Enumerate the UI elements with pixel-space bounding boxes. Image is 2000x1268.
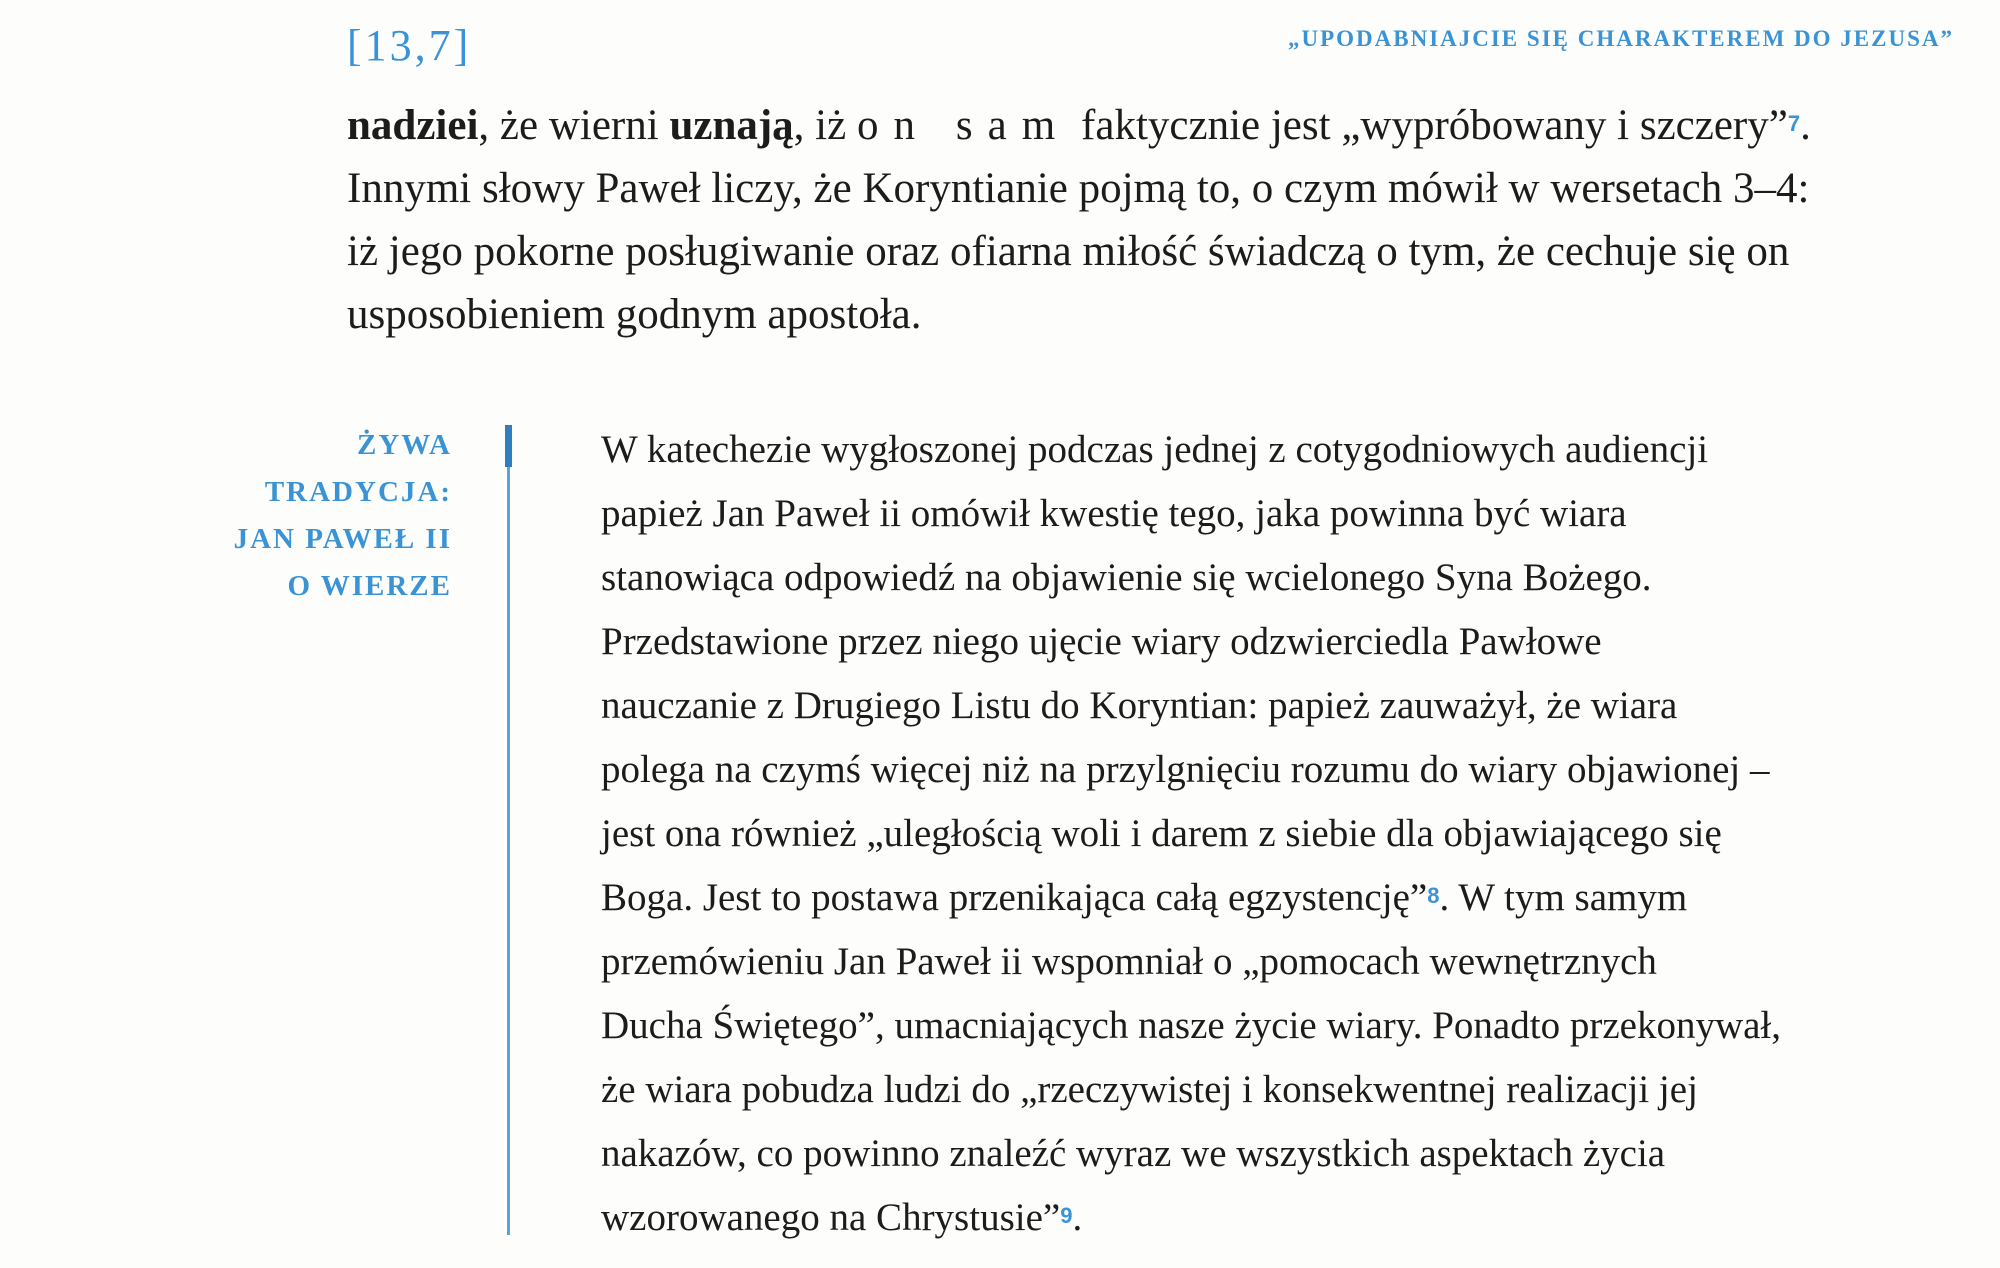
box-line-8-text-a: Boga. Jest to postawa przenikająca całą egzystencję” [601, 876, 1428, 919]
box-line-with-footnote-8 [601, 866, 1961, 930]
box-line: nakazów, co powinno znaleźć wyraz we wszystkich aspektach życia [601, 1132, 1666, 1175]
sidebar-heading-line: ŻYWA [356, 429, 452, 461]
box-line: przemówieniu Jan Paweł ii wspomniał o „pomocach wewnętrznych [601, 940, 1657, 983]
sidebar-rule [507, 425, 510, 1235]
running-title: „UPODABNIAJCIE SIĘ CHARAKTEREM DO JEZUSA” [1287, 26, 1954, 51]
footnote-7[interactable]: 7 [1787, 111, 1801, 136]
main-line-1-end: . [1800, 102, 1811, 149]
bold-word-nadziei: nadziei [347, 102, 479, 149]
main-line-1 [347, 94, 1967, 157]
box-line: nauczanie z Drugiego Listu do Koryntian: papież zauważył, że wiara [601, 684, 1678, 727]
sidebar-heading-line: JAN PAWEŁ II [233, 523, 452, 555]
sidebar-heading-line: TRADYCJA: [264, 476, 452, 508]
spaced-emphasis: on sam [856, 102, 1071, 149]
box-last-line-text-a: wzorowanego na Chrystusie” [601, 1196, 1061, 1239]
box-line: że wiara pobudza ludzi do „rzeczywistej i konsekwentnej realizacji jej [601, 1068, 1698, 1111]
box-last-line-text-b: . [1072, 1196, 1083, 1239]
main-paragraph [347, 94, 1967, 346]
box-line-with-footnote-9 [601, 1186, 1961, 1250]
main-line-1-text-b: , iż [793, 102, 857, 149]
box-line: Przedstawione przez niego ujęcie wiary odzwierciedla Pawłowe [601, 620, 1602, 663]
box-line: stanowiąca odpowiedź na objawienie się wcielonego Syna Bożego. [601, 556, 1652, 599]
sidebar-rule-marker [505, 425, 512, 467]
sidebar-heading [190, 422, 452, 610]
box-line: W katechezie wygłoszonej podczas jednej z cotygodniowych audiencji [601, 428, 1709, 471]
box-line-8-text-b: . W tym samym [1439, 876, 1688, 919]
verse-reference: [13,7] [347, 21, 472, 70]
main-line-1-text-a: , że wierni [478, 102, 670, 149]
box-line: jest ona również „uległością woli i darem z siebie dla objawiającego się [601, 812, 1722, 855]
sidebar-heading-line: O WIERZE [287, 570, 452, 602]
main-line-4: usposobieniem godnym apostoła. [347, 291, 922, 338]
bold-word-uznaja: uznają [669, 102, 794, 149]
main-line-3: iż jego pokorne posługiwanie oraz ofiarna miłość świadczą o tym, że cechuje się on [347, 228, 1790, 275]
box-line: polega na czymś więcej niż na przylgnięciu rozumu do wiary objawionej – [601, 748, 1770, 791]
footnote-9[interactable]: 9 [1060, 1203, 1073, 1228]
footnote-8[interactable]: 8 [1427, 883, 1440, 908]
box-line: Ducha Świętego”, umacniających nasze życie wiary. Ponadto przekonywał, [601, 1004, 1781, 1047]
sidebar-box-text [601, 418, 1961, 1250]
main-line-1-text-c: faktycznie jest „wypróbowany i szczery” [1070, 102, 1788, 149]
box-line: papież Jan Paweł ii omówił kwestię tego, jaka powinna być wiara [601, 492, 1627, 535]
main-line-2: Innymi słowy Paweł liczy, że Koryntianie pojmą to, o czym mówił w wersetach 3–4: [347, 165, 1810, 212]
